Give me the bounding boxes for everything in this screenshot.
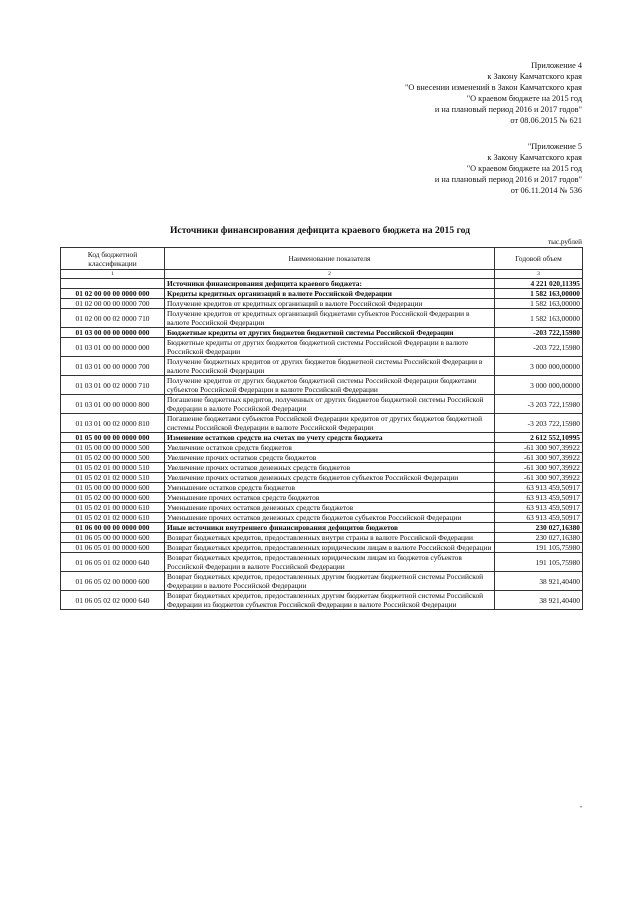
document-title: Источники финансирования дефицита краевого бюджета на 2015 год — [169, 225, 471, 236]
row-value: 3 000 000,00000 — [495, 357, 583, 376]
row-code — [61, 279, 165, 289]
row-code: 01 05 02 00 00 0000 500 — [61, 453, 165, 463]
row-value: 2 612 552,10995 — [495, 433, 583, 443]
index-col-1: 1 — [61, 270, 165, 279]
row-value: 1 582 163,00000 — [495, 309, 583, 328]
row-name: Возврат бюджетных кредитов, предоставленных другим бюджетам бюджетной системы Российской Федерации из бюджетов субъектов Российской Федерации в валюте Российской Федерации — [165, 591, 495, 610]
row-name: Возврат бюджетных кредитов, предоставленных внутри страны в валюте Российской Федерации — [165, 533, 495, 543]
table-row — [61, 395, 583, 414]
header-value: Годовой объем — [495, 248, 583, 270]
row-code: 01 05 02 01 02 0000 510 — [61, 473, 165, 483]
table-row — [61, 453, 583, 463]
annex-5-line: и на плановый период 2016 и 2017 годов" — [434, 175, 582, 184]
header-name: Наименование показателя — [165, 248, 495, 270]
row-code: 01 06 05 02 00 0000 600 — [61, 572, 165, 591]
row-code: 01 03 01 00 00 0000 800 — [61, 395, 165, 414]
row-value: -61 300 907,39922 — [495, 473, 583, 483]
table-row — [61, 414, 583, 433]
table-row — [61, 443, 583, 453]
annex-5-header — [435, 141, 582, 196]
row-name: Возврат бюджетных кредитов, предоставленных юридическим лицам из бюджетов субъектов Российской Федерации в валюте Российской Федерации — [165, 553, 495, 572]
annex-4-header — [405, 60, 582, 126]
annex-4-line: от 08.06.2015 № 621 — [510, 116, 582, 125]
table-row — [61, 503, 583, 513]
row-name: Уменьшение прочих остатков денежных средств бюджетов субъектов Российской Федерации — [165, 513, 495, 523]
row-code: 01 05 02 01 00 0000 610 — [61, 503, 165, 513]
row-value: 191 105,75980 — [495, 543, 583, 553]
row-code: 01 05 00 00 00 0000 000 — [61, 433, 165, 443]
table-row — [61, 572, 583, 591]
row-name: Увеличение остатков средств бюджетов — [165, 443, 495, 453]
row-name: Источники финансирования дефицита краевого бюджета: — [165, 279, 495, 289]
index-col-3: 3 — [495, 270, 583, 279]
table-row — [61, 289, 583, 299]
row-name: Иные источники внутреннего финансирования дефицитов бюджетов — [165, 523, 495, 533]
row-value: 230 027,16380 — [495, 523, 583, 533]
table-row — [61, 463, 583, 473]
row-value: -3 203 722,15980 — [495, 414, 583, 433]
row-name: Уменьшение прочих остатков средств бюджетов — [165, 493, 495, 503]
row-name: Погашение бюджетных кредитов, полученных от других бюджетов бюджетной системы Российской Федерации в валюте Российской Федерации — [165, 395, 495, 414]
table-row — [61, 523, 583, 533]
closing-quote-mark: " — [579, 806, 582, 812]
row-code: 01 05 02 01 00 0000 510 — [61, 463, 165, 473]
annex-4-line: Приложение 4 — [531, 61, 582, 70]
index-col-2: 2 — [165, 270, 495, 279]
row-code: 01 03 01 00 00 0000 000 — [61, 338, 165, 357]
row-code: 01 06 05 02 02 0000 640 — [61, 591, 165, 610]
row-value: 230 027,16380 — [495, 533, 583, 543]
row-code: 01 03 00 00 00 0000 000 — [61, 328, 165, 338]
row-value: 3 000 000,00000 — [495, 376, 583, 395]
row-value: -61 300 907,39922 — [495, 453, 583, 463]
row-code: 01 06 05 01 00 0000 600 — [61, 543, 165, 553]
row-code: 01 02 00 00 00 0000 000 — [61, 289, 165, 299]
row-name: Изменение остатков средств на счетах по учету средств бюджета — [165, 433, 495, 443]
row-name: Увеличение прочих остатков денежных средств бюджетов субъектов Российской Федерации — [165, 473, 495, 483]
row-name: Увеличение прочих остатков денежных средств бюджетов — [165, 463, 495, 473]
row-value: 1 582 163,00000 — [495, 299, 583, 309]
row-code: 01 05 00 00 00 0000 500 — [61, 443, 165, 453]
row-code: 01 02 00 00 00 0000 700 — [61, 299, 165, 309]
row-name: Погашение бюджетами субъектов Российской Федерации кредитов от других бюджетов бюджетной системы Российской Федерации в валюте Российской Федерации — [165, 414, 495, 433]
table-row — [61, 473, 583, 483]
row-name: Возврат бюджетных кредитов, предоставленных юридическим лицам в валюте Российской Федерации — [165, 543, 495, 553]
table-row — [61, 338, 583, 357]
row-value: -203 722,15980 — [495, 338, 583, 357]
row-code: 01 03 01 00 02 0000 810 — [61, 414, 165, 433]
row-value: 38 921,40400 — [495, 572, 583, 591]
row-name: Кредиты кредитных организаций в валюте Российской Федерации — [165, 289, 495, 299]
annex-4-line: "О внесении изменений в Закон Камчатского края — [405, 83, 582, 92]
row-value: 1 582 163,00000 — [495, 289, 583, 299]
row-name: Получение бюджетных кредитов от других бюджетов бюджетной системы Российской Федерации в валюте Российской Федерации — [165, 357, 495, 376]
units-label: тыс.рублей — [547, 238, 582, 246]
annex-4-line: к Закону Камчатского края — [487, 72, 582, 81]
row-value: 63 913 459,50917 — [495, 513, 583, 523]
header-code: Код бюджетной классификации — [61, 248, 165, 270]
row-name: Возврат бюджетных кредитов, предоставленных другим бюджетам бюджетной системы Российской Федерации в валюте Российской Федерации — [165, 572, 495, 591]
row-name: Получение кредитов от кредитных организаций бюджетами субъектов Российской Федерации в валюте Российской Федерации — [165, 309, 495, 328]
row-value: 191 105,75980 — [495, 553, 583, 572]
row-name: Бюджетные кредиты от других бюджетов бюджетной системы Российской Федерации в валюте Российской Федерации — [165, 338, 495, 357]
row-name: Увеличение прочих остатков средств бюджетов — [165, 453, 495, 463]
row-value: -3 203 722,15980 — [495, 395, 583, 414]
row-name: Получение кредитов от кредитных организаций в валюте Российской Федерации — [165, 299, 495, 309]
row-value: 63 913 459,50917 — [495, 493, 583, 503]
row-code: 01 03 01 00 02 0000 710 — [61, 376, 165, 395]
table-row — [61, 533, 583, 543]
table-row — [61, 553, 583, 572]
annex-5-line: к Закону Камчатского края — [487, 153, 582, 162]
financing-sources-table — [60, 247, 583, 610]
annex-5-line: от 06.11.2014 № 536 — [510, 186, 582, 195]
table-row — [61, 513, 583, 523]
row-code: 01 05 02 01 02 0000 610 — [61, 513, 165, 523]
row-name: Уменьшение прочих остатков денежных средств бюджетов — [165, 503, 495, 513]
table-row — [61, 483, 583, 493]
table-row — [61, 543, 583, 553]
row-code: 01 05 02 00 00 0000 600 — [61, 493, 165, 503]
row-value: 63 913 459,50917 — [495, 503, 583, 513]
annex-4-line: и на плановый период 2016 и 2017 годов" — [434, 105, 582, 114]
row-code: 01 02 00 00 02 0000 710 — [61, 309, 165, 328]
table-row — [61, 433, 583, 443]
table-row — [61, 591, 583, 610]
row-code: 01 05 00 00 00 0000 600 — [61, 483, 165, 493]
table-row — [61, 309, 583, 328]
table-row — [61, 493, 583, 503]
row-value: 63 913 459,50917 — [495, 483, 583, 493]
table-row — [61, 299, 583, 309]
table-row — [61, 279, 583, 289]
annex-4-line: "О краевом бюджете на 2015 год — [466, 94, 582, 103]
annex-5-line: "О краевом бюджете на 2015 год — [466, 164, 582, 173]
table-row — [61, 357, 583, 376]
row-value: -203 722,15980 — [495, 328, 583, 338]
annex-5-line: "Приложение 5 — [527, 142, 582, 151]
row-value: 38 921,40400 — [495, 591, 583, 610]
row-code: 01 03 01 00 00 0000 700 — [61, 357, 165, 376]
row-code: 01 06 05 00 00 0000 600 — [61, 533, 165, 543]
row-name: Получение кредитов от других бюджетов бюджетной системы Российской Федерации бюджетами субъектов Российской Федерации в валюте Российской Федерации — [165, 376, 495, 395]
row-value: -61 300 907,39922 — [495, 463, 583, 473]
table-row — [61, 376, 583, 395]
table-row — [61, 328, 583, 338]
row-name: Уменьшение остатков средств бюджетов — [165, 483, 495, 493]
row-value: 4 221 020,11395 — [495, 279, 583, 289]
row-value: -61 300 907,39922 — [495, 443, 583, 453]
row-code: 01 06 05 01 02 0000 640 — [61, 553, 165, 572]
row-name: Бюджетные кредиты от других бюджетов бюджетной системы Российской Федерации — [165, 328, 495, 338]
row-code: 01 06 00 00 00 0000 000 — [61, 523, 165, 533]
